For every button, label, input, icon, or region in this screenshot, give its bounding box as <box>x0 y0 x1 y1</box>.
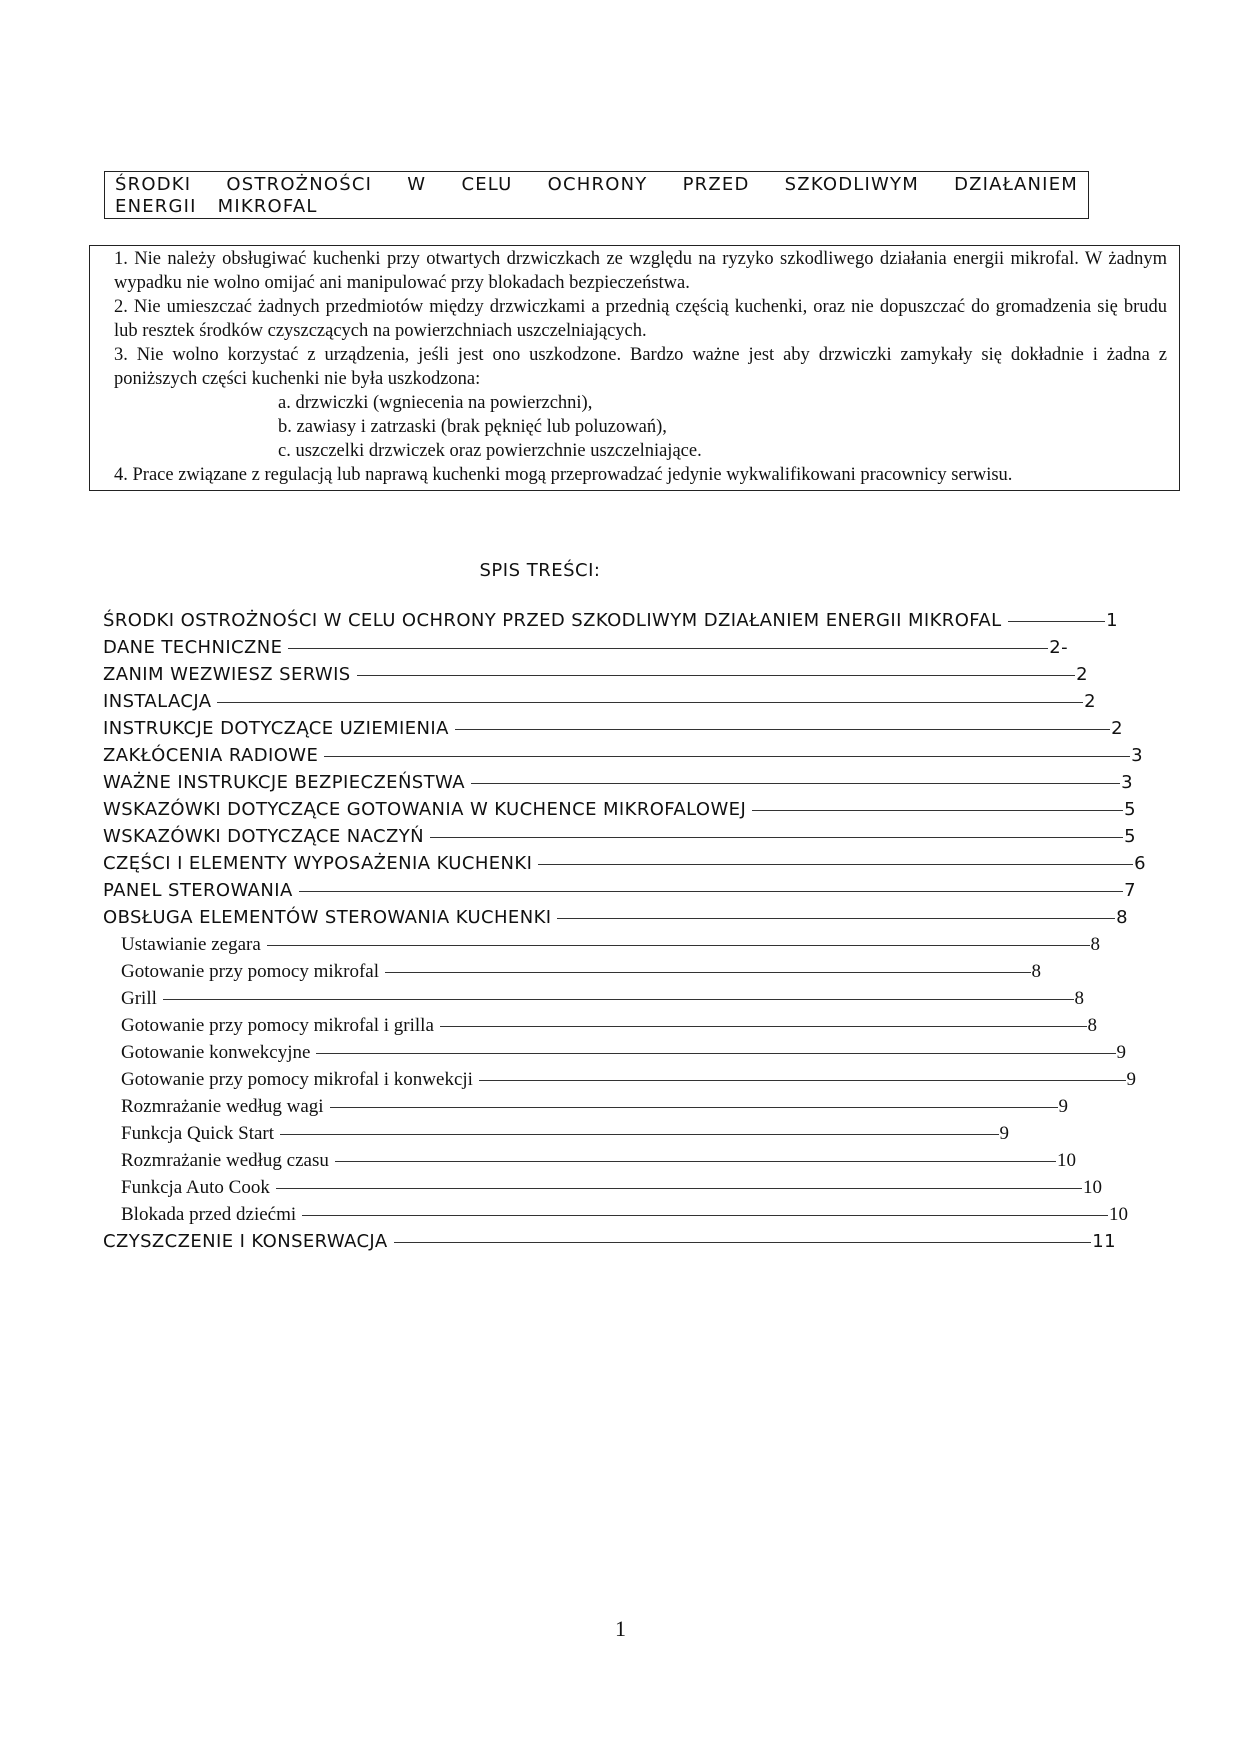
toc-entry-label: DANE TECHNICZNE <box>103 637 283 658</box>
toc-entry[interactable] <box>103 742 1143 769</box>
safety-title: ŚRODKI OSTROŻNOŚCI W CELU OCHRONY PRZED SZKODLIWYM DZIAŁANIEM ENERGII MIKROFAL <box>115 174 1078 217</box>
toc-entry-label: Funkcja Quick Start <box>121 1122 275 1144</box>
safety-point-4: 4. Prace związane z regulacją lub naprawą kuchenki mogą przeprowadzać jedynie wykwalifikowani pracownicy serwisu. <box>114 465 1013 485</box>
toc-entry-page: 11 <box>1092 1231 1116 1252</box>
toc-entry[interactable] <box>103 661 1088 688</box>
toc-subentry[interactable] <box>121 1093 1068 1120</box>
toc-entry-page: 9 <box>999 1122 1009 1144</box>
toc-leader-line <box>324 756 1130 757</box>
toc-entry-label: Blokada przed dziećmi <box>121 1203 297 1225</box>
toc-heading: SPIS TREŚCI: <box>479 560 601 581</box>
toc-entry[interactable] <box>103 877 1136 904</box>
toc-leader-line <box>357 675 1076 676</box>
toc-subentry[interactable] <box>121 1039 1126 1066</box>
toc-entry-page: 8 <box>1090 933 1100 955</box>
toc-entry-label: WSKAZÓWKI DOTYCZĄCE NACZYŃ <box>103 826 424 847</box>
toc-leader-line <box>430 837 1123 838</box>
toc-entry[interactable] <box>103 688 1096 715</box>
toc-leader-line <box>1008 621 1106 622</box>
toc-leader-line <box>394 1242 1092 1243</box>
toc-leader-line <box>330 1107 1058 1108</box>
toc-entry-label: ZAKŁÓCENIA RADIOWE <box>103 745 319 766</box>
toc-entry-label: ZANIM WEZWIESZ SERWIS <box>103 664 351 685</box>
toc-entry-page: 10 <box>1083 1176 1102 1198</box>
toc-entry[interactable] <box>103 607 1118 634</box>
toc-entry-label: Gotowanie konwekcyjne <box>121 1041 311 1063</box>
toc-entry-label: Ustawianie zegara <box>121 933 261 955</box>
safety-instructions-box <box>89 245 1180 491</box>
toc-leader-line <box>557 918 1115 919</box>
toc-leader-line <box>538 864 1133 865</box>
toc-entry-label: Funkcja Auto Cook <box>121 1176 270 1198</box>
toc-entry-label: Gotowanie przy pomocy mikrofal i konwekcji <box>121 1068 473 1090</box>
safety-point-1: 1. Nie należy obsługiwać kuchenki przy otwartych drzwiczkach ze względu na ryzyko szkodliwego działania energii mikrofal. W żadnym wypadku nie wolno omijać ani manipulować przy blokadach bezpieczeństwa. <box>114 249 1167 293</box>
toc-entry-label: INSTRUKCJE DOTYCZĄCE UZIEMIENIA <box>103 718 449 739</box>
toc-entry-label: Rozmrażanie według czasu <box>121 1149 329 1171</box>
toc-leader-line <box>276 1188 1082 1189</box>
toc-entry-page: 6 <box>1134 853 1146 874</box>
toc-entry[interactable] <box>103 769 1133 796</box>
toc-entry[interactable] <box>103 796 1136 823</box>
toc-entry[interactable] <box>103 850 1146 877</box>
toc-entry-page: 8 <box>1074 987 1084 1009</box>
toc-entry[interactable] <box>103 823 1136 850</box>
toc-entry-page: 8 <box>1087 1014 1097 1036</box>
toc-entry-label: PANEL STEROWANIA <box>103 880 293 901</box>
toc-entry-page: 10 <box>1057 1149 1076 1171</box>
toc-leader-line <box>385 972 1030 973</box>
toc-entry-label: CZĘŚCI I ELEMENTY WYPOSAŻENIA KUCHENKI <box>103 853 533 874</box>
toc-entry-page: 9 <box>1116 1041 1126 1063</box>
toc-leader-line <box>335 1161 1056 1162</box>
toc-leader-line <box>299 891 1123 892</box>
safety-subpoint-b: b. zawiasy i zatrzaski (brak pęknięć lub poluzowań), <box>278 417 667 437</box>
toc-subentry[interactable] <box>121 1201 1128 1228</box>
toc-entry-page: 9 <box>1058 1095 1068 1117</box>
toc-leader-line <box>302 1215 1108 1216</box>
toc-entry-page: 5 <box>1124 826 1136 847</box>
toc-subentry[interactable] <box>121 1066 1136 1093</box>
page-number: 1 <box>615 1616 626 1641</box>
toc-leader-line <box>455 729 1110 730</box>
toc-leader-line <box>471 783 1120 784</box>
toc-entry-page: 2 <box>1084 691 1096 712</box>
toc-leader-line <box>280 1134 998 1135</box>
safety-point-2: 2. Nie umieszczać żadnych przedmiotów między drzwiczkami a przednią częścią kuchenki, oraz nie dopuszczać do gromadzenia się brudu lub resztek środków czyszczących na powierzchniach uszczelniających. <box>114 297 1167 341</box>
toc-entry[interactable] <box>103 715 1123 742</box>
toc-entry-page: 5 <box>1124 799 1136 820</box>
toc-entry-label: WSKAZÓWKI DOTYCZĄCE GOTOWANIA W KUCHENCE MIKROFALOWEJ <box>103 799 747 820</box>
toc-entry-page: 1 <box>1106 610 1118 631</box>
toc-subentry[interactable] <box>121 1012 1097 1039</box>
toc-leader-line <box>752 810 1123 811</box>
toc-entry-page: 8 <box>1116 907 1128 928</box>
toc-subentry[interactable] <box>121 1120 1009 1147</box>
toc-entry-label: Gotowanie przy pomocy mikrofal i grilla <box>121 1014 434 1036</box>
toc-entry-label: OBSŁUGA ELEMENTÓW STEROWANIA KUCHENKI <box>103 907 552 928</box>
toc-leader-line <box>267 945 1090 946</box>
toc-entry-label: ŚRODKI OSTROŻNOŚCI W CELU OCHRONY PRZED SZKODLIWYM DZIAŁANIEM ENERGII MIKROFAL <box>103 610 1002 631</box>
toc-subentry[interactable] <box>121 931 1100 958</box>
toc-subentry[interactable] <box>121 958 1041 985</box>
toc-entry-page: 3 <box>1131 745 1143 766</box>
toc-entry-page: 9 <box>1126 1068 1136 1090</box>
toc-entry-label: INSTALACJA <box>103 691 212 712</box>
toc-entry-label: Grill <box>121 987 157 1009</box>
safety-subpoint-c: c. uszczelki drzwiczek oraz powierzchnie uszczelniające. <box>278 441 702 461</box>
toc-entry-label: WAŻNE INSTRUKCJE BEZPIECZEŃSTWA <box>103 772 465 793</box>
toc-leader-line <box>163 999 1074 1000</box>
toc-entry-page: 10 <box>1109 1203 1128 1225</box>
toc-entry-label: Gotowanie przy pomocy mikrofal <box>121 960 380 982</box>
toc-entry-page: 2- <box>1049 637 1068 658</box>
toc-leader-line <box>288 648 1048 649</box>
toc-leader-line <box>316 1053 1115 1054</box>
toc-subentry[interactable] <box>121 1174 1102 1201</box>
safety-subpoint-a: a. drzwiczki (wgniecenia na powierzchni), <box>278 393 593 413</box>
toc-leader-line <box>479 1080 1126 1081</box>
toc-entry-page: 7 <box>1124 880 1136 901</box>
toc-entry[interactable] <box>103 634 1068 661</box>
toc-entry[interactable] <box>103 904 1128 931</box>
toc-entry-page: 2 <box>1076 664 1088 685</box>
toc-leader-line <box>217 702 1083 703</box>
toc-entry-label: CZYSZCZENIE I KONSERWACJA <box>103 1231 388 1252</box>
toc-entry-page: 3 <box>1121 772 1133 793</box>
toc-entry[interactable] <box>103 1228 1116 1255</box>
toc-subentry[interactable] <box>121 1147 1076 1174</box>
toc-entry-page: 8 <box>1031 960 1041 982</box>
toc-leader-line <box>440 1026 1087 1027</box>
safety-title-box <box>104 171 1089 219</box>
toc-entry-label: Rozmrażanie według wagi <box>121 1095 324 1117</box>
toc-subentry[interactable] <box>121 985 1084 1012</box>
toc-entry-page: 2 <box>1111 718 1123 739</box>
safety-point-3: 3. Nie wolno korzystać z urządzenia, jeśli jest ono uszkodzone. Bardzo ważne jest aby drzwiczki zamykały się dokładnie i żadna z poniższych części kuchenki nie była uszkodzona: <box>114 345 1167 389</box>
